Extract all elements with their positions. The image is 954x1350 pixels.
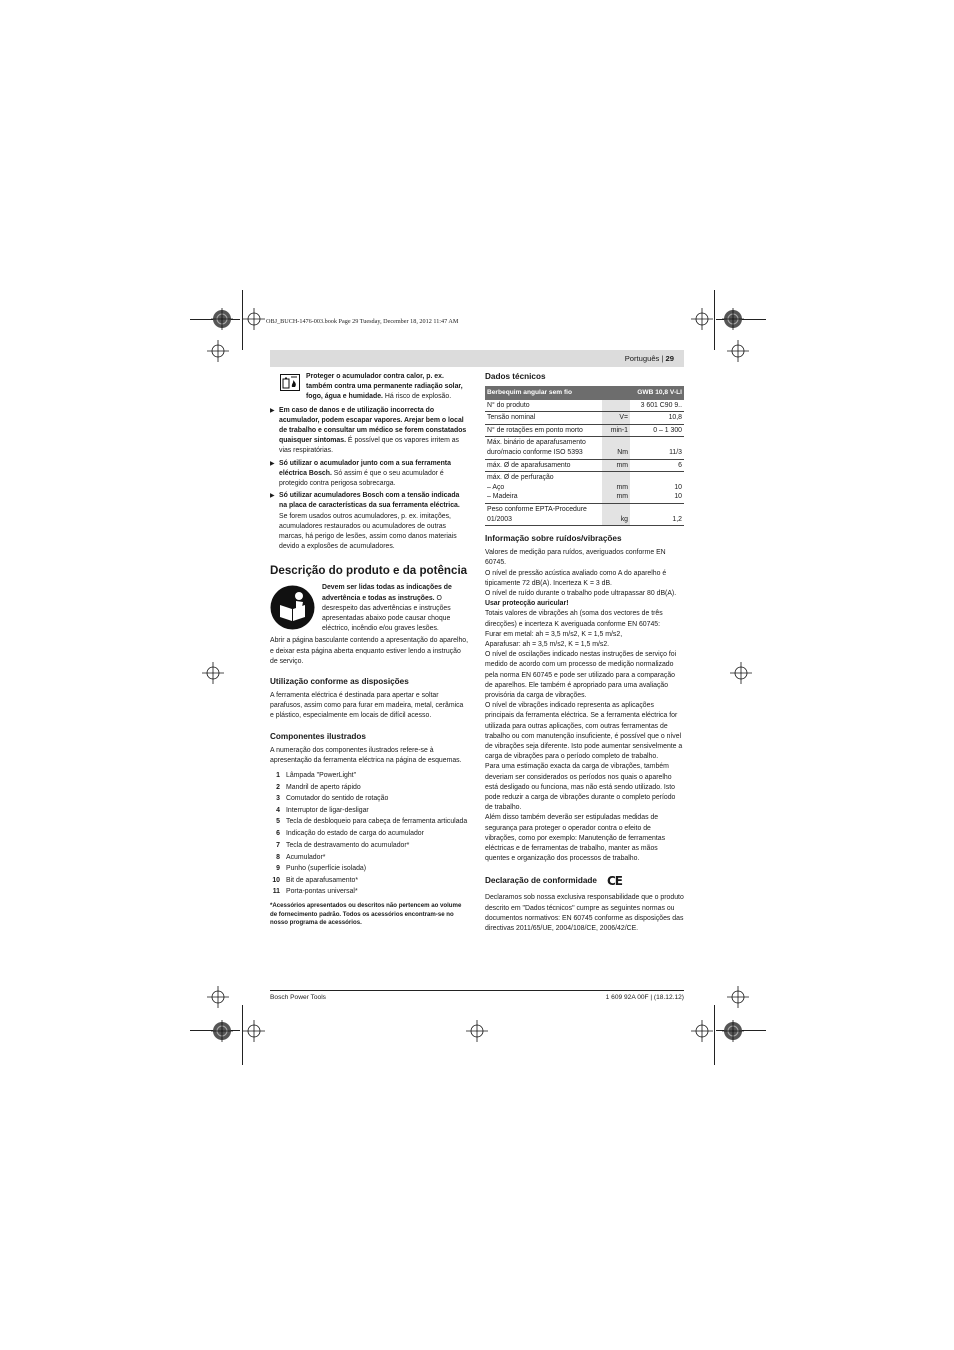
- list-item: 9 Punho (superfície isolada): [276, 865, 367, 873]
- table-row: N° de rotações em ponto morto min-1 0 – 1 300: [485, 424, 684, 437]
- noise-title: Informação sobre ruídos/vibrações: [485, 534, 622, 544]
- crosshair-mark-icon: [727, 986, 749, 1008]
- table-header-label: Berbequim angular sem fio: [485, 386, 630, 400]
- section-title: Descrição do produto e da potência: [270, 564, 468, 578]
- read-instructions-warning: [270, 583, 469, 634]
- bullet-damage-vapors: [270, 406, 469, 457]
- crosshair-mark-icon: [207, 986, 229, 1008]
- tech-data-title: Dados técnicos: [485, 372, 546, 381]
- tech-data-table: [485, 386, 684, 526]
- crosshair-mark-icon: [691, 308, 713, 330]
- intended-use-text: A ferramenta eléctrica é destinada para apertar e soltar parafusos, assim como para furar em madeira, metal, cerâmica e plástico, especialmente em locais de difícil acesso.: [270, 692, 464, 720]
- heat-warning: [270, 372, 469, 403]
- list-item: 6 Indicação do estado de carga do acumulador: [276, 830, 424, 838]
- bullet-arrow-icon: ▶: [270, 493, 275, 500]
- vibration-metal: Furar em metal: ah = 3,5 m/s2, K = 1,5 m/s2,: [485, 630, 623, 638]
- components-title: Componentes ilustrados: [270, 731, 366, 741]
- print-header: OBJ_BUCH-1476-003.book Page 29 Tuesday, December 18, 2012 11:47 AM: [266, 318, 459, 325]
- crosshair-mark-icon: [466, 1020, 488, 1042]
- components-list: [270, 770, 469, 898]
- bullet-bold: Só utilizar acumuladores Bosch com a tensão indicada na placa de características da sua ferramenta eléctrica.: [279, 492, 460, 510]
- table-row: Máx. binário de aparafusamento duro/macio conforme ISO 5393 Nm 11/3: [485, 437, 684, 459]
- conformity-text: Declaramos sob nossa exclusiva responsabilidade que o produto descrito em "Dados técnicos" cumpre as seguintes normas ou documentos normativos: EN 60745 conforme as disposições das directivas 2011/65/UE, 2004/108/CE, 2006/42/CE.: [485, 894, 684, 933]
- noise-text: O nível de ruído durante o trabalho pode ultrapassar 80 dB(A).: [485, 589, 677, 597]
- ear-protection-notice: Usar protecção auricular!: [485, 600, 569, 608]
- crosshair-mark-icon: [730, 662, 752, 684]
- list-item: 11 Porta-pontas universal*: [272, 888, 358, 896]
- conformity-title: Declaração de conformidade CE: [485, 874, 622, 889]
- vibration-text: Além disso também deverão ser estipuladas medidas de segurança para proteger o operador contra o efeito de vibrações, como por exemplo: Manutenção de ferramentas eléctricas e de ferramentas de trabalho, manter as mãos quentes e organização dos processos de trabalho.: [485, 814, 666, 863]
- registration-mark-icon: [211, 1020, 233, 1042]
- table-header-model: GWB 10,8 V-LI: [630, 386, 684, 400]
- accessories-footnote: *Acessórios apresentados ou descritos não pertencem ao volume de fornecimento padrão. Todos os acessórios encontram-se no nosso programa de acessórios.: [270, 902, 462, 927]
- vibration-screw: Aparafusar: ah = 3,5 m/s2, K = 1,5 m/s2.: [485, 640, 610, 648]
- right-column: [485, 372, 684, 934]
- list-item: 3 Comutador do sentido de rotação: [276, 795, 389, 803]
- crosshair-mark-icon: [243, 1020, 265, 1042]
- vibration-text: O nível de vibrações indicado representa as aplicações principais da ferramenta eléctrica. Se a ferramenta eléctrica for utilizada para outras aplicações, com outras ferramentas de trabalho ou com manutenção insuficiente, é possível que o nível de vibrações seja diferente. Isto pode aumentar sensivelmente a carga de vibrações para o período completo de trabalho.: [485, 702, 683, 761]
- components-intro: A numeração dos componentes ilustrados refere-se à apresentação da ferramenta eléctrica na página de esquemas.: [270, 746, 462, 764]
- crosshair-mark-icon: [727, 340, 749, 362]
- battery-heat-warning-icon: [280, 374, 300, 391]
- table-row: N° do produto 3 601 C90 9..: [485, 400, 684, 412]
- read-warning-bold: Devem ser lidas todas as indicações de advertência e todas as instruções.: [322, 584, 452, 602]
- crosshair-mark-icon: [243, 308, 265, 330]
- crosshair-mark-icon: [202, 662, 224, 684]
- bullet-arrow-icon: ▶: [270, 460, 275, 467]
- table-row: Tensão nominal V= 10,8: [485, 412, 684, 425]
- heat-warning-text: Há risco de explosão.: [382, 393, 452, 401]
- footer-divider: [270, 990, 684, 991]
- bullet-text: Se forem usados outros acumuladores, p. ex. imitações, acumuladores restaurados ou acumuladores de outras marcas, há perigo de lesões, assim como danos materiais devido a explosões de acumuladores.: [279, 512, 457, 551]
- header-language: Português: [624, 354, 660, 363]
- bullet-bosch-tool-only: [270, 459, 469, 490]
- bullet-bosch-battery-only: [270, 491, 469, 552]
- registration-mark-icon: [722, 1020, 744, 1042]
- footer-brand: Bosch Power Tools: [270, 994, 326, 1001]
- list-item: 5 Tecla de desbloqueio para cabeça de ferramenta articulada: [276, 818, 468, 826]
- vibration-text: Para uma estimação exacta da carga de vibrações, também deveriam ser considerados os períodos nos quais o aparelho está desligado ou funciona, mas não está sendo utilizado. Isto pode reduzir a carga de vibrações durante o completo período de trabalho.: [485, 763, 676, 812]
- crop-mark: [714, 290, 715, 350]
- read-manual-icon: [270, 585, 315, 630]
- table-row: máx. Ø de perfuração – Aço – Madeira mm mm 10 10: [485, 472, 684, 504]
- page-number: 29: [665, 354, 674, 363]
- crosshair-mark-icon: [691, 1020, 713, 1042]
- noise-text: Valores de medição para ruídos, averiguados conforme EN 60745.: [485, 549, 666, 567]
- vibration-text: O nível de oscilações indicado nestas instruções de serviço foi medido de acordo com um processo de medição normalizado pela norma EN 60745 e pode ser utilizado para a comparação de aparelhos. Ele também é apropriado para uma avaliação provisória da carga de vibrações.: [485, 651, 677, 699]
- table-row: máx. Ø de aparafusamento mm 6: [485, 459, 684, 472]
- table-row: Peso conforme EPTA-Procedure 01/2003 kg 1,2: [485, 503, 684, 525]
- page-header-bar: [270, 350, 684, 367]
- intended-use-title: Utilização conforme as disposições: [270, 677, 409, 687]
- list-item: 4 Interruptor de ligar-desligar: [276, 806, 369, 814]
- bullet-text: Só assim é que o seu acumulador é protegido contra perigosa sobrecarga.: [279, 469, 444, 488]
- read-warning-text: O desrespeito das advertências e instruções apresentadas abaixo pode causar choque eléctrico, incêndio e/ou graves lesões.: [322, 594, 451, 633]
- bullet-arrow-icon: ▶: [270, 407, 275, 414]
- list-item: 8 Acumulador*: [276, 853, 326, 861]
- noise-text: O nível de pressão acústica avaliado como A do aparelho é tipicamente 72 dB(A). Incerteza K = 3 dB.: [485, 569, 667, 587]
- crop-mark: [714, 1005, 715, 1065]
- left-column: [270, 372, 469, 934]
- vibration-intro: Totais valores de vibrações ah (soma dos vectores de três direcções) e incerteza K averiguada conforme EN 60745:: [485, 610, 663, 628]
- registration-mark-icon: [211, 308, 233, 330]
- list-item: 1 Lâmpada "PowerLight": [276, 772, 357, 780]
- open-page-instruction: Abrir a página basculante contendo a apresentação do aparelho, e deixar esta página aberta enquanto estiver lendo a instrução de serviço.: [270, 637, 469, 665]
- ce-mark-icon: CE: [606, 874, 622, 889]
- bullet-bold: Só utilizar o acumulador junto com a sua ferramenta eléctrica Bosch.: [279, 459, 451, 477]
- heat-warning-bold: Proteger o acumulador contra calor, p. ex. também contra uma permanente radiação solar, fogo, água e humidade.: [306, 373, 463, 401]
- crosshair-mark-icon: [207, 340, 229, 362]
- footer-doc-number: 1 609 92A 00F | (18.12.12): [605, 994, 684, 1001]
- page-header: Português | 29: [624, 354, 674, 363]
- registration-mark-icon: [722, 308, 744, 330]
- table-header-row: [485, 386, 684, 400]
- list-item: 10 Bit de aparafusamento*: [272, 876, 359, 884]
- list-item: 2 Mandril de aperto rápido: [276, 783, 361, 791]
- bullet-text: É possível que os vapores irritem as vias respiratórias.: [279, 437, 459, 455]
- list-item: 7 Tecla de destravamento do acumulador*: [276, 842, 410, 850]
- bullet-bold: Em caso de danos e de utilização incorrecta do acumulador, podem escapar vapores. Arejar bem o local de trabalho e consultar um médico se forem constatados quaisquer sintomas.: [279, 406, 467, 445]
